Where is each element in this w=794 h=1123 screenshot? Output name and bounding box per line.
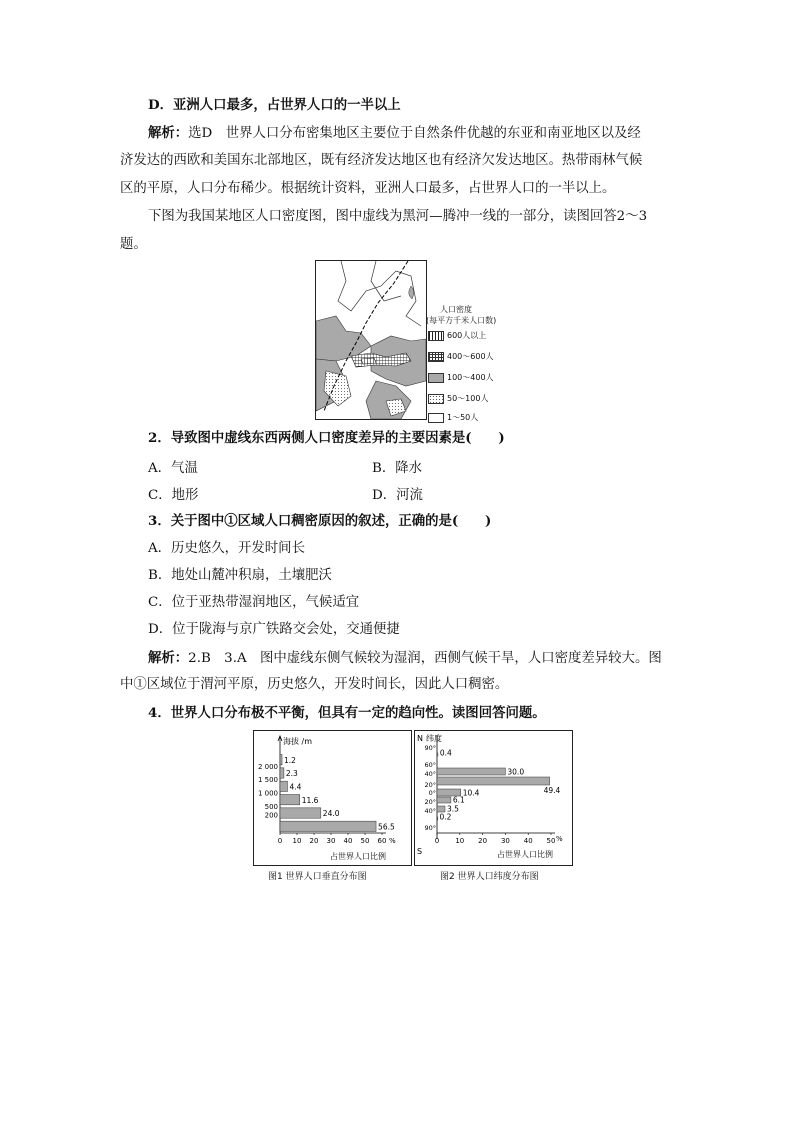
- x-tick-label: 30: [326, 837, 336, 845]
- legend-subtitle: (每平方千米人口数): [426, 316, 497, 325]
- y-tick-label: 60°: [424, 761, 436, 769]
- bar: [437, 797, 451, 803]
- legend-item: [428, 413, 478, 423]
- legend-swatch: [428, 352, 444, 362]
- figure-1-caption: 图1 世界人口垂直分布图: [268, 872, 367, 882]
- x-tick-label: 60: [377, 837, 387, 845]
- data-label: 11.6: [301, 795, 319, 805]
- bar: [280, 755, 282, 765]
- analysis-1-line-3: 区的平原，人口分布稀少。根据统计资料，亚洲人口最多，占世界人口的一半以上。: [120, 181, 616, 196]
- x-tick-label: 10: [292, 837, 302, 845]
- q3-stem: 3．关于图中①区域人口稠密原因的叙述，正确的是( ): [148, 513, 492, 529]
- bar: [280, 821, 376, 831]
- population-density-map: [315, 260, 427, 420]
- analysis-2-line-1: [148, 649, 662, 668]
- q2-option-d: D．河流: [372, 488, 423, 503]
- x-unit: %: [389, 837, 396, 845]
- x-tick-label: 40: [343, 837, 353, 845]
- chart-2: [415, 731, 572, 865]
- bar: [280, 795, 300, 805]
- bar: [280, 781, 287, 791]
- x-tick-label: 50: [360, 837, 370, 845]
- y-tick-label: 1 500: [257, 776, 278, 785]
- bar: [437, 768, 505, 775]
- south-label: S: [417, 847, 423, 856]
- figure-2-caption: 图2 世界人口纬度分布图: [440, 872, 539, 882]
- y-axis-label: 海拔 /m: [283, 737, 313, 746]
- y-tick-label: 2 000: [257, 762, 278, 771]
- legend-swatch: [428, 373, 444, 383]
- y-tick-label: 500: [264, 802, 278, 811]
- x-tick-label: 20: [478, 837, 488, 845]
- bar: [437, 777, 550, 785]
- data-label: 24.0: [322, 809, 340, 819]
- bar: [437, 753, 438, 756]
- x-unit: %: [556, 835, 563, 843]
- data-label: 0.4: [439, 748, 452, 758]
- legend-item: [428, 352, 494, 362]
- figure-1-vertical-distribution: [253, 730, 412, 866]
- y-tick-label: 90°: [424, 824, 436, 832]
- q2-option-a: A．气温: [148, 461, 198, 476]
- data-label: 2.3: [285, 769, 298, 779]
- x-tick-label: 20: [309, 837, 319, 845]
- q2-option-b: B．降水: [372, 461, 423, 476]
- y-tick-label: 20°: [424, 781, 436, 789]
- legend-label: 600人以上: [447, 331, 487, 340]
- north-label: N: [417, 734, 423, 743]
- data-label: 10.4: [462, 788, 480, 798]
- x-tick-label: 50: [546, 837, 556, 845]
- analysis-text: 世界人口分布密集地区主要位于自然条件优越的东亚和南亚地区以及经: [225, 126, 641, 141]
- legend-item: [428, 373, 494, 383]
- data-label: 6.1: [452, 795, 465, 805]
- data-label: 0.2: [439, 812, 452, 822]
- data-label: 1.2: [284, 755, 296, 765]
- data-label: 56.5: [378, 822, 395, 832]
- q1-option-d: D．亚洲人口最多，占世界人口的一半以上: [148, 97, 401, 113]
- analysis-text: 2.B 3.A 图中虚线东侧气候较为湿润，西侧气候干旱，人口密度差异较大。图: [188, 651, 662, 666]
- x-axis-label: 占世界人口比例: [330, 852, 386, 861]
- legend-label: 400～600人: [447, 352, 494, 361]
- legend-item: [428, 331, 486, 341]
- q2-option-c: C．地形: [148, 488, 199, 503]
- y-tick-label: 90°: [424, 744, 436, 752]
- y-axis-label: 纬度: [426, 734, 442, 743]
- legend-label: 1～50人: [447, 413, 479, 422]
- y-tick-label: 40°: [424, 807, 436, 815]
- q3-option-c: C．位于亚热带湿润地区，气候适宜: [148, 595, 360, 610]
- y-tick-label: 40°: [424, 770, 436, 778]
- y-tick-label: 200: [264, 811, 278, 820]
- bar: [280, 768, 284, 778]
- analysis-1-line-1: [148, 124, 641, 143]
- figure-2-latitude-distribution: [414, 730, 573, 866]
- analysis-label: 解析：: [148, 125, 189, 141]
- analysis-label: 解析：: [148, 650, 189, 666]
- bar: [437, 817, 438, 820]
- legend-label: 100～400人: [447, 373, 494, 382]
- legend-swatch: [428, 413, 444, 423]
- y-tick-label: 20°: [424, 798, 436, 806]
- analysis-1-line-2: 济发达的西欧和美国东北部地区，既有经济发达地区也有经济欠发达地区。热带雨林气候: [120, 153, 643, 168]
- q4-stem: 4．世界人口分布极不平衡，但具有一定的趋向性。读图回答问题。: [148, 705, 546, 721]
- legend-swatch: [428, 394, 444, 404]
- q3-option-d: D．位于陇海与京广铁路交会处，交通便捷: [148, 622, 400, 637]
- y-tick-label: 0°: [428, 789, 436, 797]
- intro-line-1: 下图为我国某地区人口密度图，图中虚线为黑河—腾冲一线的一部分，读图回答2～3: [148, 209, 648, 224]
- bar: [437, 806, 445, 812]
- x-tick-label: 0: [277, 837, 283, 845]
- legend-label: 50～100人: [447, 394, 489, 403]
- legend-item: [428, 394, 488, 404]
- x-tick-label: 40: [523, 837, 533, 845]
- analysis-answer: 选D: [188, 126, 213, 141]
- map-drawing: [316, 261, 426, 419]
- y-tick-label: 1 000: [257, 789, 278, 798]
- analysis-2-line-2: 中①区域位于渭河平原，历史悠久，开发时间长，因此人口稠密。: [120, 677, 509, 692]
- legend-title: 人口密度: [440, 305, 472, 314]
- legend-swatch: [428, 331, 444, 341]
- x-axis-label: 占世界人口比例: [497, 850, 553, 859]
- chart-1: [254, 731, 411, 865]
- intro-line-2: 题。: [120, 237, 147, 252]
- q3-option-a: A．历史悠久，开发时间长: [148, 541, 305, 556]
- q3-option-b: B．地处山麓冲积扇，土壤肥沃: [148, 568, 332, 583]
- data-label: 3.5: [446, 804, 459, 814]
- x-tick-label: 0: [434, 837, 440, 845]
- x-tick-label: 30: [500, 837, 510, 845]
- bar: [280, 808, 321, 818]
- map-region: [361, 358, 376, 364]
- x-tick-label: 10: [455, 837, 465, 845]
- q2-stem: 2．导致图中虚线东西两侧人口密度差异的主要因素是( ): [148, 430, 505, 446]
- data-label: 4.4: [289, 782, 302, 792]
- data-label: 49.4: [543, 786, 561, 795]
- data-label: 30.0: [507, 767, 525, 777]
